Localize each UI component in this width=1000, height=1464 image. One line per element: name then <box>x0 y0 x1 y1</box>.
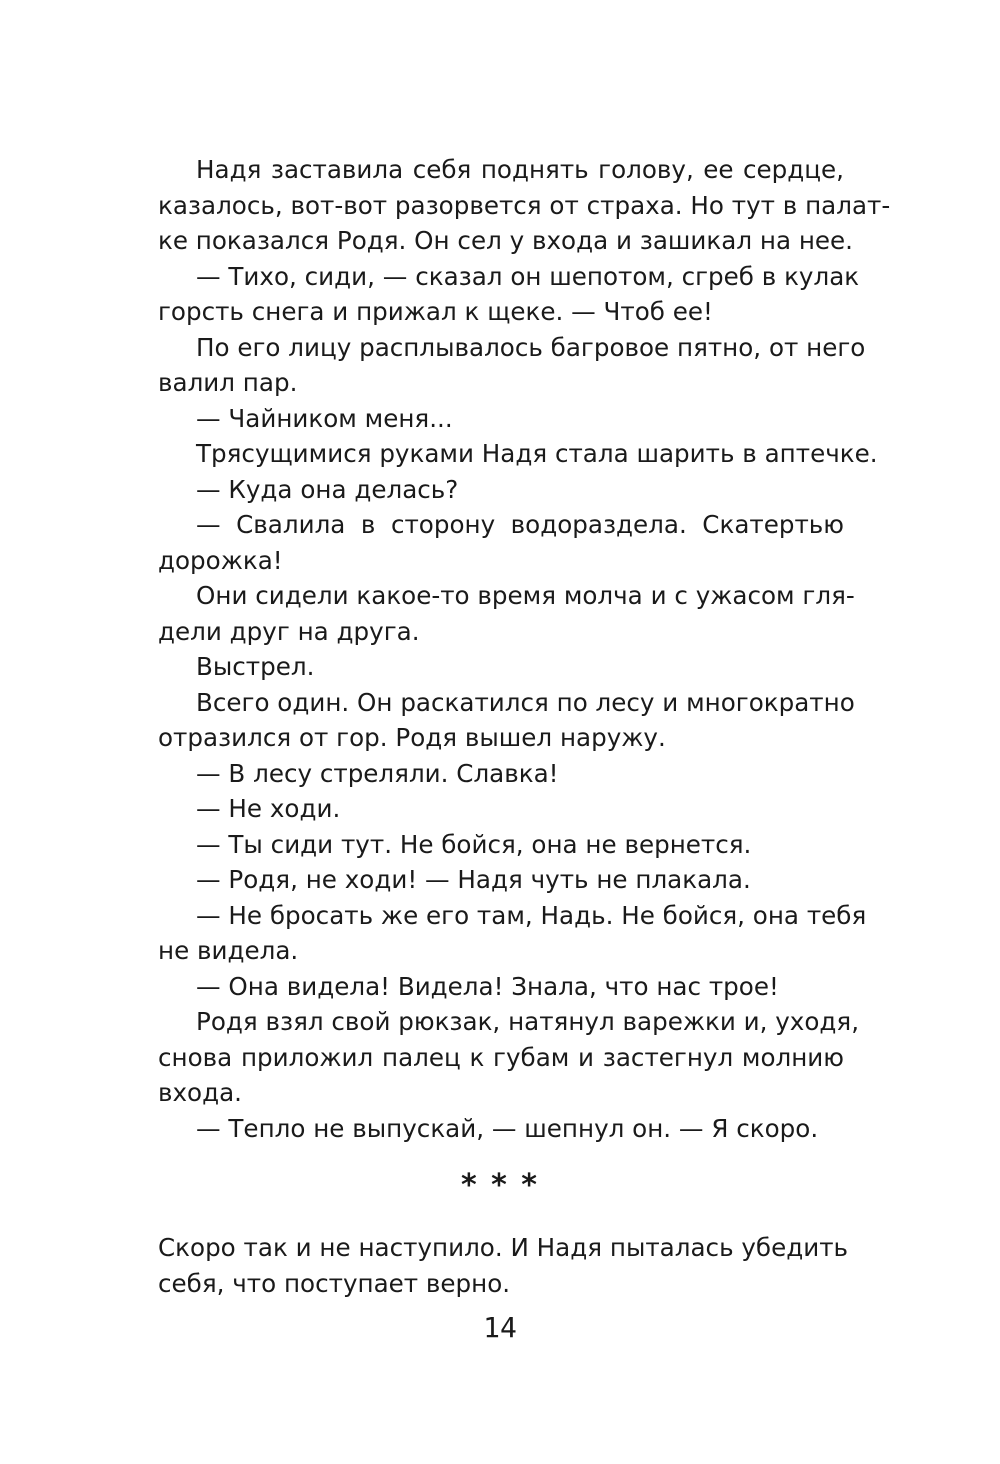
text-line: не видела. <box>158 936 299 965</box>
continuation-text-block <box>158 1230 849 1301</box>
text-line: валил пар. <box>158 368 298 397</box>
text-line: — Ты сиди тут. Не бойся, она не вернется. <box>196 829 752 859</box>
text-line: дели друг на друга. <box>158 616 420 646</box>
text-line: дорожка! <box>158 545 283 575</box>
section-separator: * * * <box>461 1168 539 1203</box>
text-line: — Не бросать же его там, Надь. Не бойся, она тебя <box>196 900 867 930</box>
text-line: — Чайником меня... <box>196 403 453 433</box>
text-line: Выстрел. <box>196 652 315 681</box>
main-text-block <box>158 152 891 1146</box>
text-line: Трясущимися руками Надя стала шарить в аптечке. <box>196 439 878 468</box>
text-line: — Куда она делась? <box>196 474 459 504</box>
text-line: входа. <box>158 1078 242 1107</box>
text-line: казалось, вот-вот разорвется от страха. Но тут в палат- <box>158 190 891 220</box>
text-line: себя, что поступает верно. <box>158 1268 511 1298</box>
text-line: — Не ходи. <box>196 794 341 823</box>
text-line: — Свалила в сторону водораздела. Скатертью <box>196 510 844 539</box>
text-line: Надя заставила себя поднять голову, ее сердце, <box>196 155 844 184</box>
text-line: — Тихо, сиди, — сказал он шепотом, сгреб в кулак <box>196 261 860 291</box>
text-line: отразился от гор. Родя вышел наружу. <box>158 723 666 752</box>
text-line: Они сидели какое-то время молча и с ужасом гля- <box>196 581 855 610</box>
text-line: — Тепло не выпускай, — шепнул он. — Я скоро. <box>196 1113 819 1143</box>
text-line: ке показался Родя. Он сел у входа и зашикал на нее. <box>158 226 854 255</box>
text-line: — Она видела! Видела! Знала, что нас трое! <box>196 971 779 1001</box>
text-line: Всего один. Он раскатился по лесу и многократно <box>196 687 855 717</box>
text-line: снова приложил палец к губам и застегнул молнию <box>158 1042 844 1072</box>
text-line: Родя взял свой рюкзак, натянул варежки и, уходя, <box>196 1007 860 1036</box>
text-line: — Родя, не ходи! — Надя чуть не плакала. <box>196 865 751 894</box>
text-line: горсть снега и прижал к щеке. — Чтоб ее! <box>158 297 713 326</box>
page-number: 14 <box>483 1311 517 1344</box>
text-line: По его лицу расплывалось багровое пятно, от него <box>196 332 866 362</box>
text-line: — В лесу стреляли. Славка! <box>196 758 559 788</box>
text-line: Скоро так и не наступило. И Надя пыталась убедить <box>158 1233 849 1262</box>
